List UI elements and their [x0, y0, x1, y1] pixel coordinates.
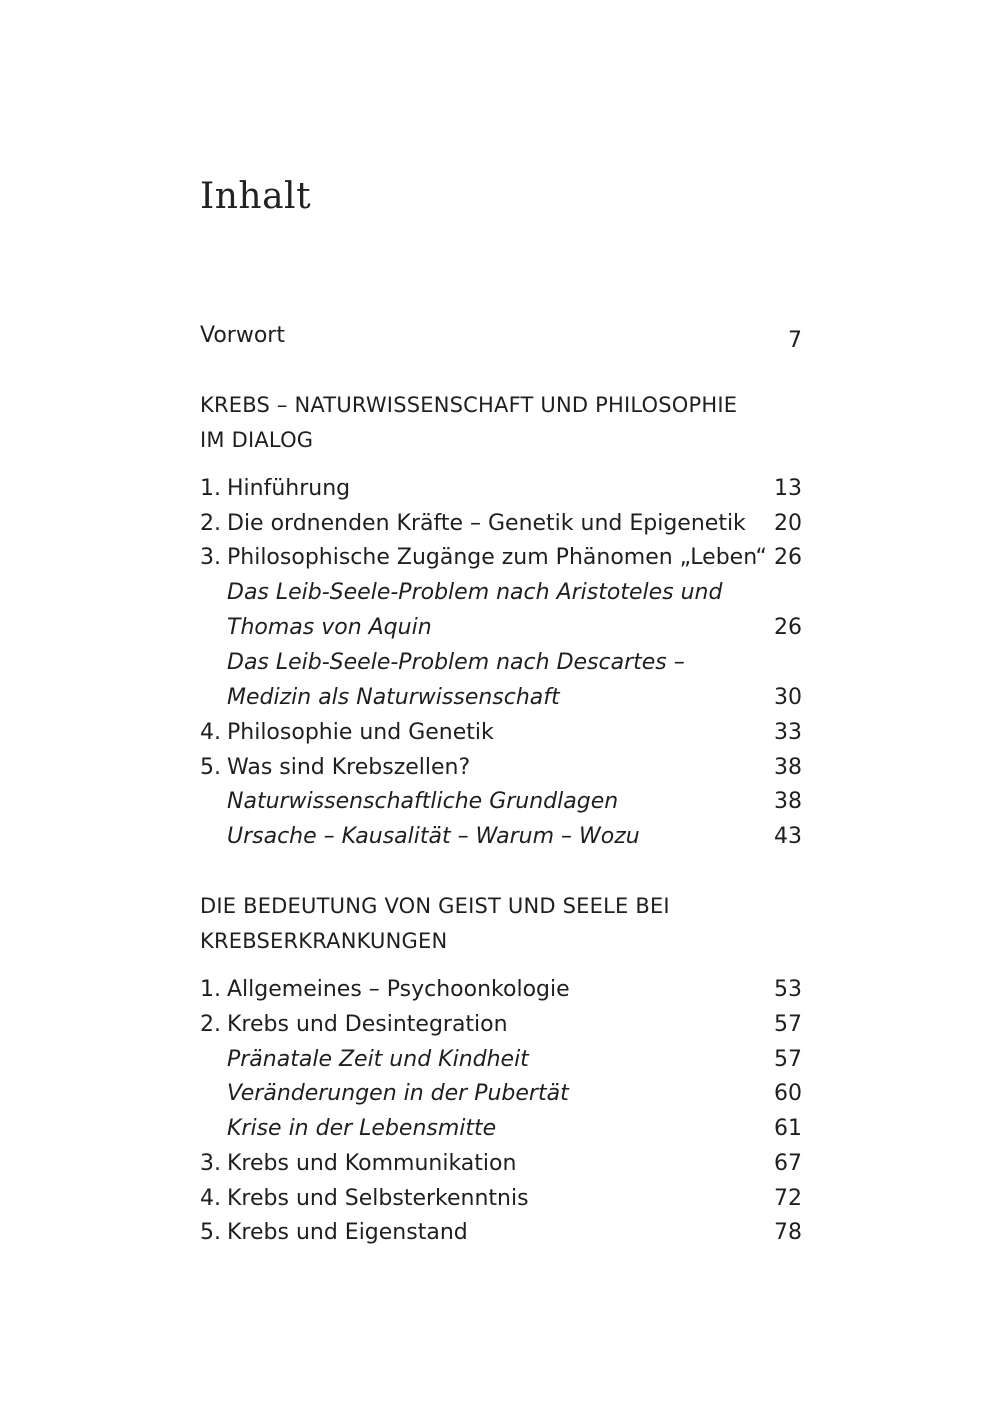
toc-subentry-label: Krise in der Lebensmitte	[227, 1116, 497, 1141]
toc-entry-label: Krebs und Selbsterkenntnis	[227, 1186, 529, 1211]
toc-page-number: 72	[774, 1186, 802, 1211]
toc-entry-label: Philosophische Zugänge zum Phänomen „Leben“	[227, 545, 767, 570]
toc-subentry	[200, 680, 802, 715]
toc-subentry-label: Pränatale Zeit und Kindheit	[227, 1047, 529, 1072]
toc-page-number: 43	[774, 824, 802, 849]
toc-subentry	[200, 1042, 802, 1077]
toc-entry-number: 1.	[200, 476, 221, 501]
section-heading-line: IM DIALOG	[200, 428, 314, 452]
toc-subentry	[200, 784, 802, 819]
toc-subentry	[200, 819, 802, 854]
section-heading-line: DIE BEDEUTUNG VON GEIST UND SEELE BEI	[200, 894, 670, 918]
toc-entry-label: Die ordnenden Kräfte – Genetik und Epigenetik	[227, 511, 746, 536]
section-heading-line: KREBS – NATURWISSENSCHAFT UND PHILOSOPHIE	[200, 393, 738, 417]
toc-entry-label: Hinführung	[227, 476, 351, 501]
toc-entry-label: Krebs und Kommunikation	[227, 1151, 517, 1176]
toc-entry-label: Was sind Krebszellen?	[227, 755, 471, 780]
toc-page-number: 57	[774, 1047, 802, 1072]
toc-page-number: 57	[774, 1012, 802, 1037]
toc-page-number: 33	[774, 720, 802, 745]
toc-page-number: 53	[774, 977, 802, 1002]
toc-entry-label: Krebs und Desintegration	[227, 1012, 508, 1037]
toc-entry-label: Allgemeines – Psychoonkologie	[227, 977, 570, 1002]
toc-entry	[200, 1215, 802, 1250]
toc-entry-label: Vorwort	[200, 323, 285, 348]
toc-subentry-label: Das Leib-Seele-Problem nach Aristoteles und	[227, 580, 723, 605]
toc-subentry-label: Ursache – Kausalität – Warum – Wozu	[227, 824, 640, 849]
toc-entry-label: Philosophie und Genetik	[227, 720, 494, 745]
toc-subentry	[200, 575, 802, 610]
toc-entry	[200, 972, 802, 1007]
toc-subentry-label: Thomas von Aquin	[227, 615, 432, 640]
toc-entry-number: 5.	[200, 755, 221, 780]
toc-entry	[200, 1007, 802, 1042]
toc-entry	[200, 471, 802, 506]
toc-page-number: 26	[774, 615, 802, 640]
toc-entry-number: 3.	[200, 545, 221, 570]
toc-page-number: 78	[774, 1220, 802, 1245]
toc-entry-number: 3.	[200, 1151, 221, 1176]
toc-entry	[200, 715, 802, 750]
toc-subentry-label: Veränderungen in der Pubertät	[227, 1081, 569, 1106]
toc-page-number: 30	[774, 685, 802, 710]
toc-entry-label: Krebs und Eigenstand	[227, 1220, 468, 1245]
toc-entry-number: 4.	[200, 1186, 221, 1211]
page-title: Inhalt	[200, 176, 312, 218]
toc-subentry	[200, 1111, 802, 1146]
toc-page-number: 60	[774, 1081, 802, 1106]
toc-page-number: 20	[774, 511, 802, 536]
toc-page-number: 67	[774, 1151, 802, 1176]
toc-page-number: 38	[774, 755, 802, 780]
toc-entry-number: 4.	[200, 720, 221, 745]
toc-entry	[200, 750, 802, 785]
toc-entry-number: 1.	[200, 977, 221, 1002]
toc-subentry	[200, 1076, 802, 1111]
toc-page-number: 13	[774, 476, 802, 501]
toc-subentry	[200, 610, 802, 645]
toc-entry	[200, 506, 802, 541]
toc-subentry-label: Naturwissenschaftliche Grundlagen	[227, 789, 619, 814]
toc-entry	[200, 1146, 802, 1181]
toc-entry	[200, 540, 802, 575]
toc-entry	[200, 1181, 802, 1216]
toc-subentry-label: Das Leib-Seele-Problem nach Descartes –	[227, 650, 685, 675]
toc-entry-number: 2.	[200, 511, 221, 536]
section-heading-part1	[200, 388, 802, 458]
toc-page-number: 61	[774, 1116, 802, 1141]
toc-page-number: 7	[788, 328, 802, 353]
toc-subentry	[200, 645, 802, 680]
toc-entry-preface	[200, 318, 802, 353]
toc-page-number: 26	[774, 545, 802, 570]
section-heading-line: KREBSERKRANKUNGEN	[200, 929, 448, 953]
toc-page-number: 38	[774, 789, 802, 814]
toc-entry-number: 2.	[200, 1012, 221, 1037]
section-heading-part2	[200, 889, 802, 959]
toc-entry-number: 5.	[200, 1220, 221, 1245]
toc-subentry-label: Medizin als Naturwissenschaft	[227, 685, 560, 710]
